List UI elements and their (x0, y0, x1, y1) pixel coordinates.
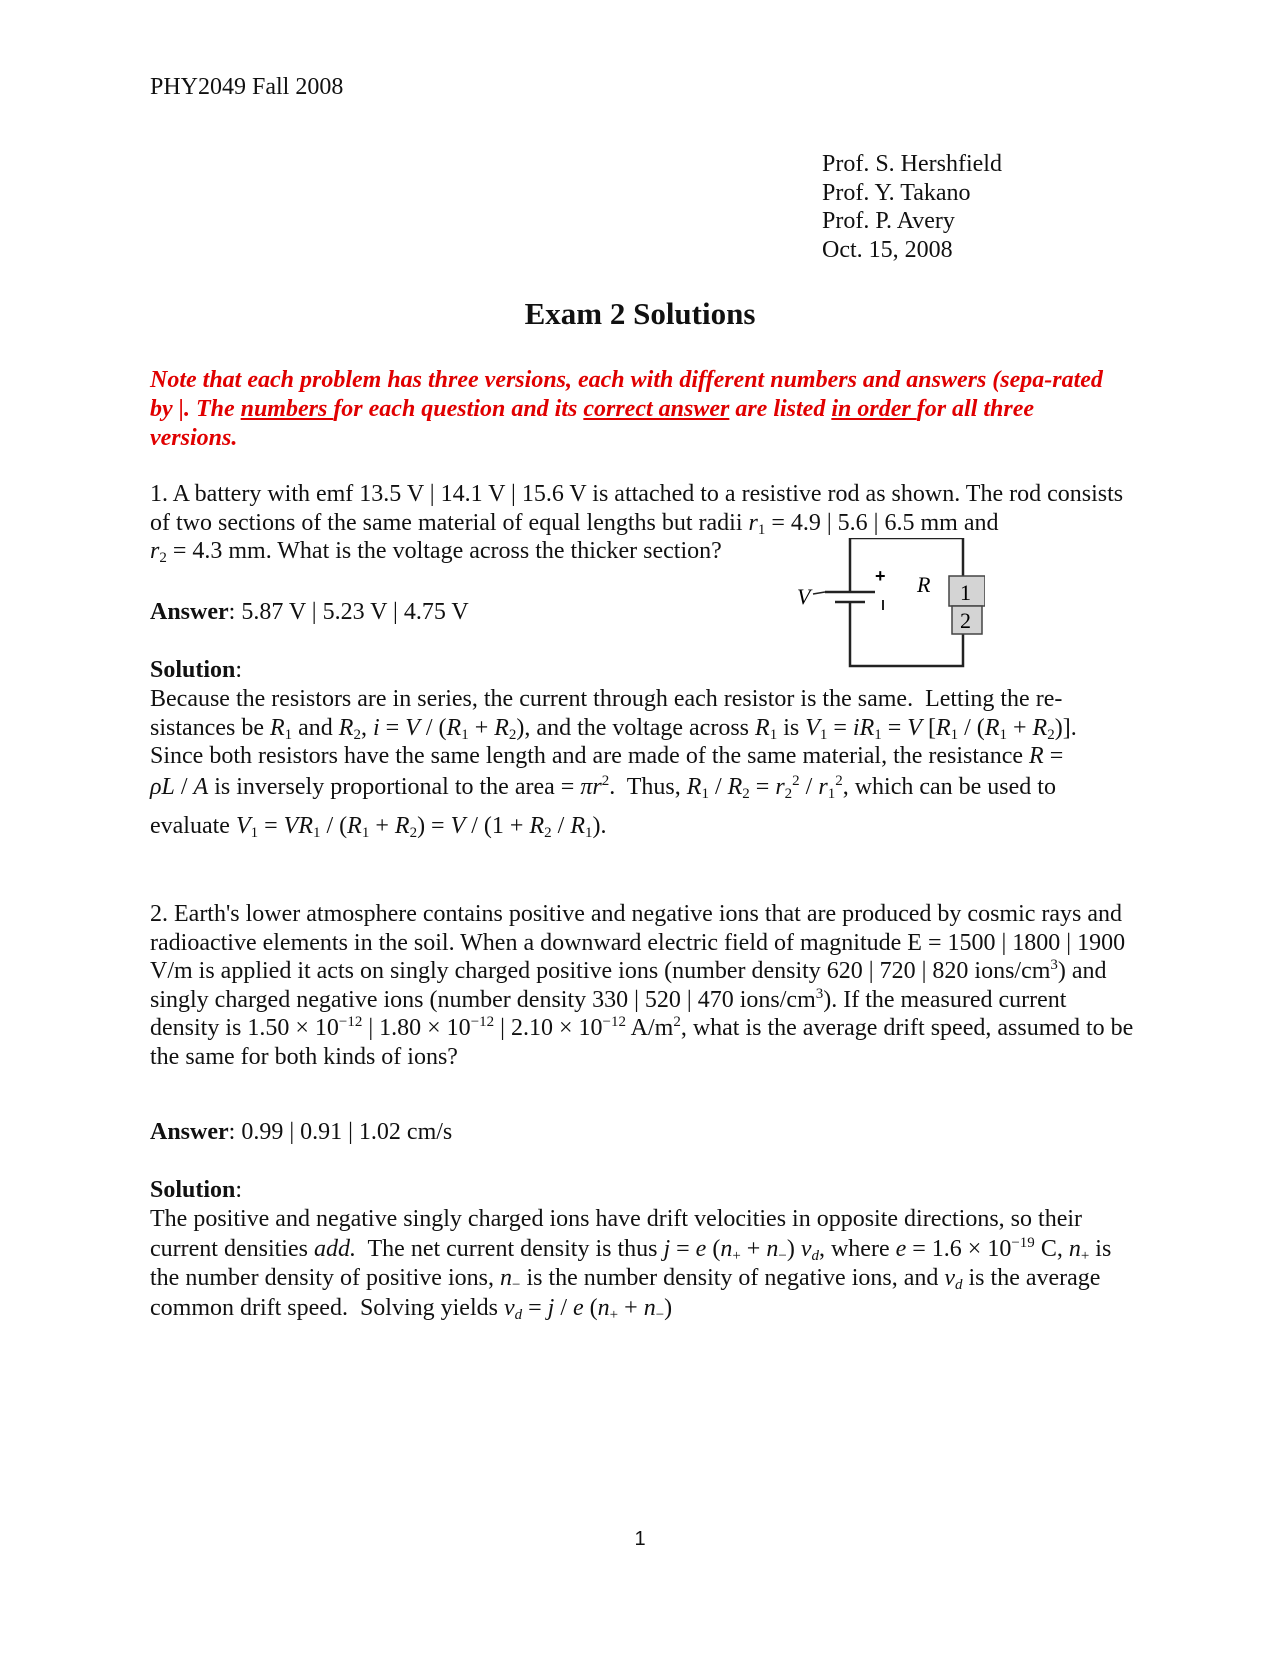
problem-1-solution-text: ρL / A is inversely proportional to the area = $\pi r^2$. Thus, $R_1 / R_2 = r_2^2 / r_1^2$, which can be used to (150, 773, 1056, 802)
problem-2-question: 2. Earth's lower atmosphere contains positive and negative ions that are produced by cosmic rays and radioactive elements in the soil. When a downward electric field of magnitude E = 1500 | 1800 | 1900 V/m is applied it acts on singly charged positive ions (number density 620 | 720 | 820 ions/$cm^3$) and singly charged negative ions (number density 330 | 520 | 470 ions/$cm^3$). If the measured current density is $1.50 \times 10^{-12}$ | $1.80 \times 10^{-12}$ | $2.10 \times 10^{-12}$ $A/m^2$, what is the average drift speed, assumed to be the same for both kinds of ions? (150, 901, 1134, 1070)
resistor-label: R (917, 572, 931, 597)
answer-label: Answer (150, 1119, 229, 1145)
professor-name: Prof. P. Avery (822, 208, 955, 235)
problem-1-solution-formula: evaluate $V_1 = VR_1 / (R_1 + R_2) = V / (1 + R_2 / R_1)$. (150, 813, 607, 841)
answer-value: : 5.87 V | 5.23 V | 4.75 V (228, 599, 469, 625)
problem-1-solution-label: Solution: (150, 657, 243, 683)
problem-2-solution-label: Solution: (150, 1177, 243, 1203)
section-2-label: 2 (960, 608, 971, 633)
circuit-wire-top (850, 538, 963, 576)
professor-name: Prof. S. Hershfield (822, 151, 1002, 177)
note-underlined-order: in order (831, 396, 917, 422)
note-text: for each question and its (333, 396, 584, 422)
battery-label: V (797, 584, 811, 609)
page-title: Exam 2 Solutions (524, 296, 756, 331)
note-underlined-numbers: numbers (240, 396, 334, 422)
note-text: for all three versions. (150, 396, 1035, 451)
answer-value: : 0.99 | 0.91 | 1.02 cm/s (228, 1119, 453, 1145)
page-number: 1 (634, 1528, 646, 1550)
note-underlined-answer: correct answer (583, 396, 730, 422)
problem-2-answer (150, 1118, 1125, 1147)
note-text: are listed (729, 396, 832, 422)
course-header: PHY2049 Fall 2008 (150, 74, 344, 100)
professor-name: Prof. Y. Takano (822, 179, 971, 206)
versions-note (150, 366, 1110, 453)
problem-2-solution-text: The positive and negative singly charged ions have drift velocities in opposite directions, so their current densities add. The net current density is thus j = e $(n_+ + n_-)$ $v_d$, where $e = 1.6 \times 10^{-19}$ C, $n_+$ is the number density of positive ions, $n_-$ is the number density of negative ions, and $v_d$ is the average common drift speed. Solving yields $v_d = j / e$ $(n_+ + n_-)$ (150, 1206, 1112, 1323)
author-block (822, 150, 1002, 264)
answer-label: Answer (150, 599, 229, 625)
problem-1-solution-text: Because the resistors are in series, the current through each resistor is the same. Letting the re-sistances be $R_1$ and $R_2$, $i = V / (R_1 + R_2)$, and the voltage across $R_1$ is $V_1 = iR_1 = V$ $[R_1 / (R_1 + R_2)]$. Since both resistors have the same length and are made of the same material, the resistance R = (150, 686, 1077, 770)
plus-sign: + (875, 566, 886, 586)
problem-1-question: 1. A battery with emf 13.5 V | 14.1 V | 15.6 V is attached to a resistive rod as shown. The rod consists of two sections of the same material of equal lengths but radii $r_1 = 4.9$ | 5.6 | 6.5 mm and $r_2 = 4.3$ mm. What is the voltage across the thicker section? (150, 481, 1124, 567)
section-1-label: 1 (960, 580, 971, 605)
note-text: Note that each problem has three versions, each with different numbers and answers (sepa-rated by |. The (150, 367, 1103, 422)
exam-date: Oct. 15, 2008 (822, 236, 953, 263)
